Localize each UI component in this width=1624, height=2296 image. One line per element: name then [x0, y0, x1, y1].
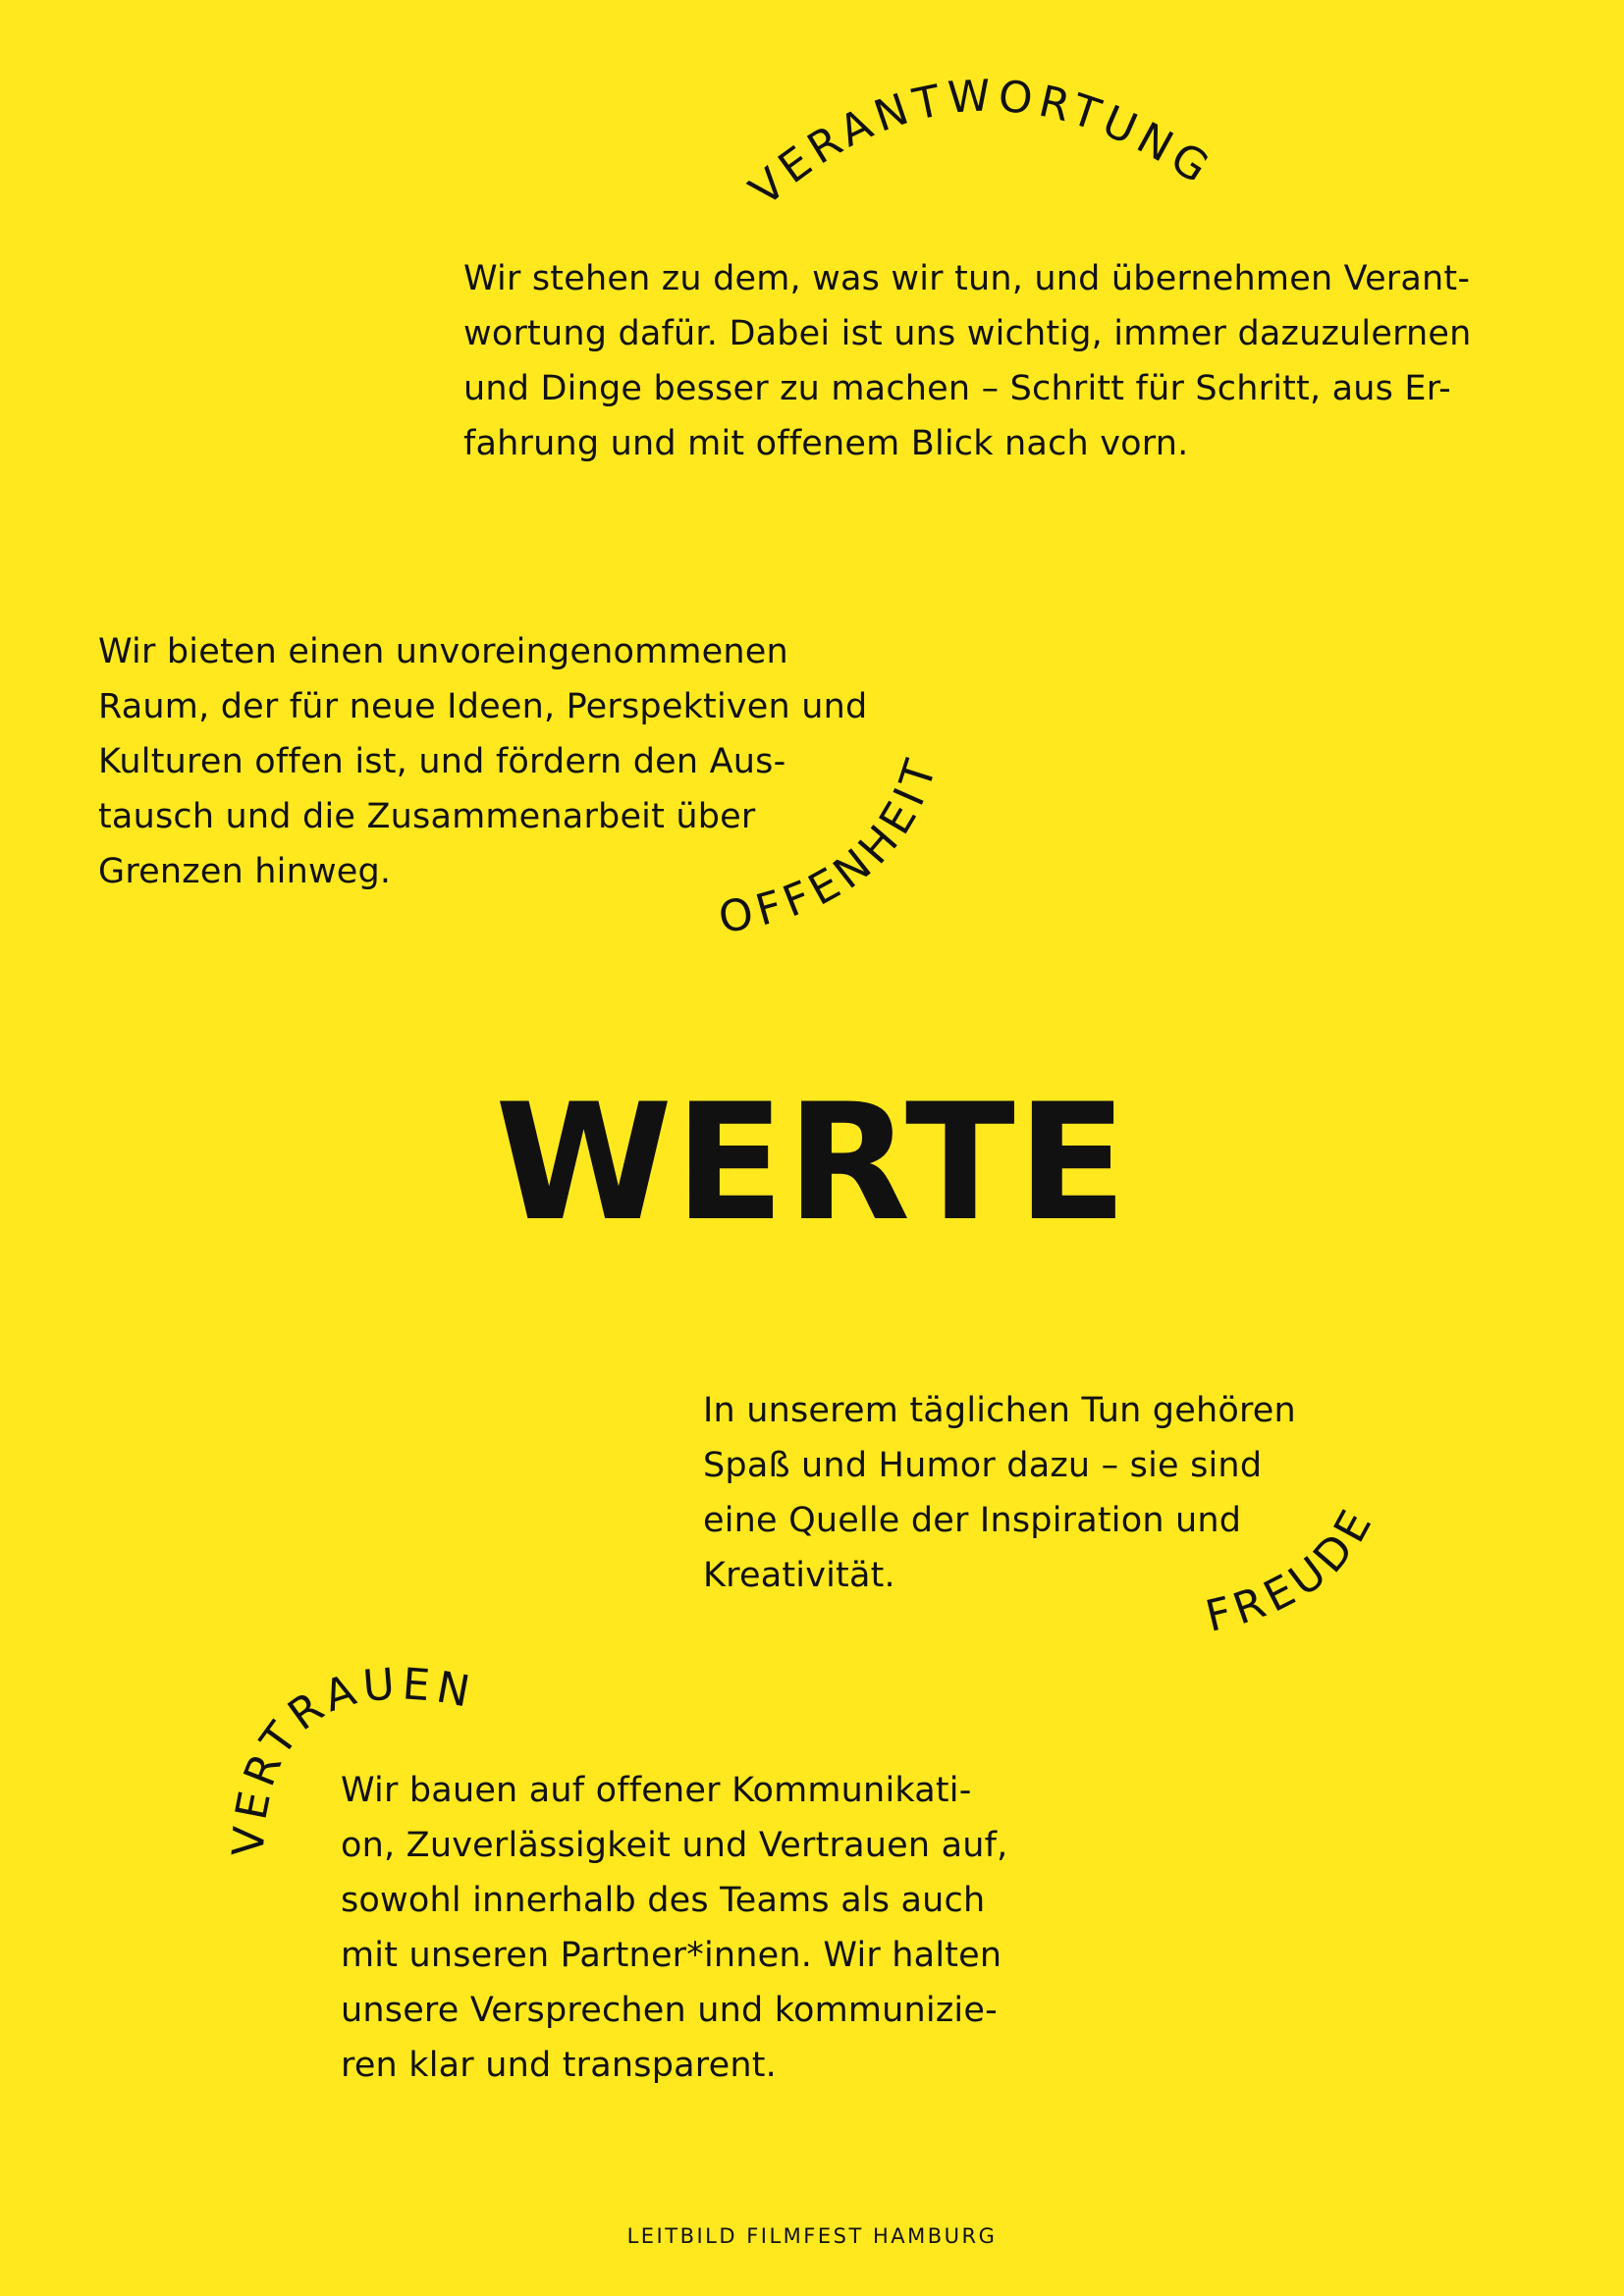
text-line: Spaß und Humor dazu – sie sind: [703, 1446, 1263, 1485]
text-line: unsere Versprechen und kommunizie-: [341, 1991, 998, 2030]
text-line: eine Quelle der Inspiration und: [703, 1501, 1242, 1540]
text-line: Grenzen hinweg.: [98, 852, 392, 891]
offenheit-paragraph: [98, 624, 867, 899]
verantwortung-heading-text: VERANTWORTUNG: [740, 71, 1222, 216]
text-line: wortung dafür. Dabei ist uns wichtig, immer dazuzulernen: [463, 314, 1472, 353]
text-line: Wir bieten einen unvoreingenommenen: [98, 632, 788, 671]
vertrauen-paragraph: [341, 1763, 1007, 2093]
text-line: ren klar und transparent.: [341, 2046, 777, 2085]
text-line: Wir bauen auf offener Kommunikati-: [341, 1771, 972, 1810]
text-line: Kreativität.: [703, 1556, 895, 1595]
text-line: Wir stehen zu dem, was wir tun, und übernehmen Verant-: [463, 259, 1471, 298]
text-line: Kulturen offen ist, und fördern den Aus-: [98, 742, 786, 781]
page-title: WERTE: [495, 1069, 1129, 1256]
text-line: on, Zuverlässigkeit und Vertrauen auf,: [341, 1826, 1008, 1865]
vertrauen-heading-text: VERTRAUEN: [223, 1658, 480, 1858]
text-line: In unserem täglichen Tun gehören: [703, 1391, 1296, 1430]
freude-paragraph: [703, 1383, 1296, 1603]
freude-heading-text: FREUDE: [1201, 1497, 1385, 1642]
text-line: tausch und die Zusammenarbeit über: [98, 797, 756, 836]
text-line: fahrung und mit offenem Blick nach vorn.: [463, 424, 1189, 463]
text-line: Raum, der für neue Ideen, Perspektiven und: [98, 687, 868, 726]
text-line: sowohl innerhalb des Teams als auch: [341, 1881, 986, 1920]
offenheit-heading-text: OFFENHEIT: [715, 748, 948, 944]
text-line: und Dinge besser zu machen – Schritt für Schritt, aus Er-: [463, 369, 1451, 408]
text-line: mit unseren Partner*innen. Wir halten: [341, 1936, 1002, 1975]
verantwortung-paragraph: [463, 251, 1472, 471]
footer-label: LEITBILD FILMFEST HAMBURG: [626, 2224, 998, 2248]
